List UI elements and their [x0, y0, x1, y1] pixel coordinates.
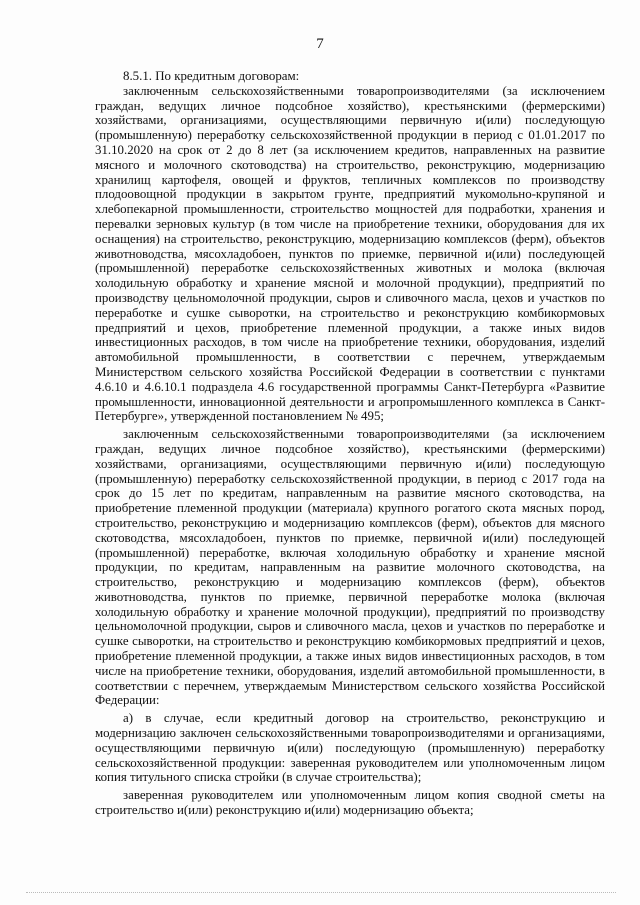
paragraph-2: заключенным сельскохозяйственными товаропроизводителями (за исключением граждан, ведущих личное подсобное хозяйство), крестьянскими (фермерскими) хозяйствами, организациями, осуществляющими первичную и(или) последующую (промышленную) переработку сельскохозяйственной продукции, в период с 2017 года на срок до 15 лет по кредитам, направленным на развитие мясного скотоводства, на приобретение племенной продукции (материала) крупного рогатого скота мясных пород, строительство, реконструкцию и модернизацию комплексов (ферм), объектов для мясного скотоводства, мясохладобоен, пунктов по приемке, первичной и(или) последующей (промышленной) переработке, включая холодильную обработку и хранение мясной продукции, по кредитам, направленным на развитие молочного скотоводства, на строительство, реконструкцию и модернизацию комплексов (ферм), объектов животноводства, пунктов по приемке, первичной переработке молока (включая холодильную обработку и хранение молочной продукции), предприятий по производству цельномолочной продукции, сыров и сливочного масла, цехов и участков по переработке и сушке сыворотки, на строительство и реконструкцию комбикормовых предприятий и цехов, приобретение племенной продукции, а также иных видов инвестиционных расходов, в том числе на приобретение техники, оборудования, изделий автомобильной промышленности, в соответствии с перечнем, утверждаемым Министерством сельского хозяйства Российской Федерации: — [95, 427, 605, 708]
section-heading: 8.5.1. По кредитным договорам: — [123, 69, 300, 83]
page-number: 7 — [316, 36, 324, 52]
paragraph-1: заключенным сельскохозяйственными товаропроизводителями (за исключением граждан, ведущих личное подсобное хозяйство), крестьянскими (фермерскими) хозяйствами, организациями, осуществляющими первичную и(или) последующую (промышленную) переработку сельскохозяйственной продукции в период с 01.01.2017 по 31.10.2020 на срок от 2 до 8 лет (за исключением кредитов, направленных на развитие мясного и молочного скотоводства) на строительство, реконструкцию, модернизацию хранилищ картофеля, овощей и фруктов, тепличных комплексов по производству плодоовощной продукции в закрытом грунте, предприятий мукомольно-крупяной и хлебопекарной промышленности, строительство мощностей для подработки, хранения и перевалки зерновых культур (в том числе на приобретение техники, оборудования для их оснащения) на строительство, реконструкцию, модернизацию комплексов (ферм), объектов животноводства, мясохладобоен, пунктов по приемке, первичной и(или) последующей (промышленной) переработке сельскохозяйственных животных и молока (включая холодильную обработку и хранение мясной и молочной продукции), предприятий по производству цельномолочной продукции, сыров и сливочного масла, цехов и участков по переработке и сушке сыворотки, на строительство и реконструкцию комбикормовых предприятий и цехов, приобретение племенной продукции, а также иных видов инвестиционных расходов, в том числе на приобретение техники, оборудования, изделий автомобильной промышленности, в соответствии с перечнем, утверждаемым Министерством сельского хозяйства Российской Федерации в соответствии с пунктами 4.6.10 и 4.6.10.1 подраздела 4.6 государственной программы Санкт-Петербурга «Развитие промышленности, инновационной деятельности и агропромышленного комплекса в Санкт-Петербурге», утвержденной постановлением № 495; — [95, 83, 605, 424]
document-body — [95, 69, 605, 818]
paragraph-4: заверенная руководителем или уполномоченным лицом копия сводной сметы на строительство и(или) реконструкцию и(или) модернизацию объекта; — [95, 788, 605, 818]
scan-edge-mark — [26, 892, 616, 897]
paragraph-3: а) в случае, если кредитный договор на строительство, реконструкцию и модернизацию заключен сельскохозяйственными товаропроизводителями и организациями, осуществляющими первичную и(или) последующую (промышленную) переработку сельскохозяйственной продукции: заверенная руководителем или уполномоченным лицом копия титульного списка стройки (в случае строительства); — [95, 711, 605, 785]
